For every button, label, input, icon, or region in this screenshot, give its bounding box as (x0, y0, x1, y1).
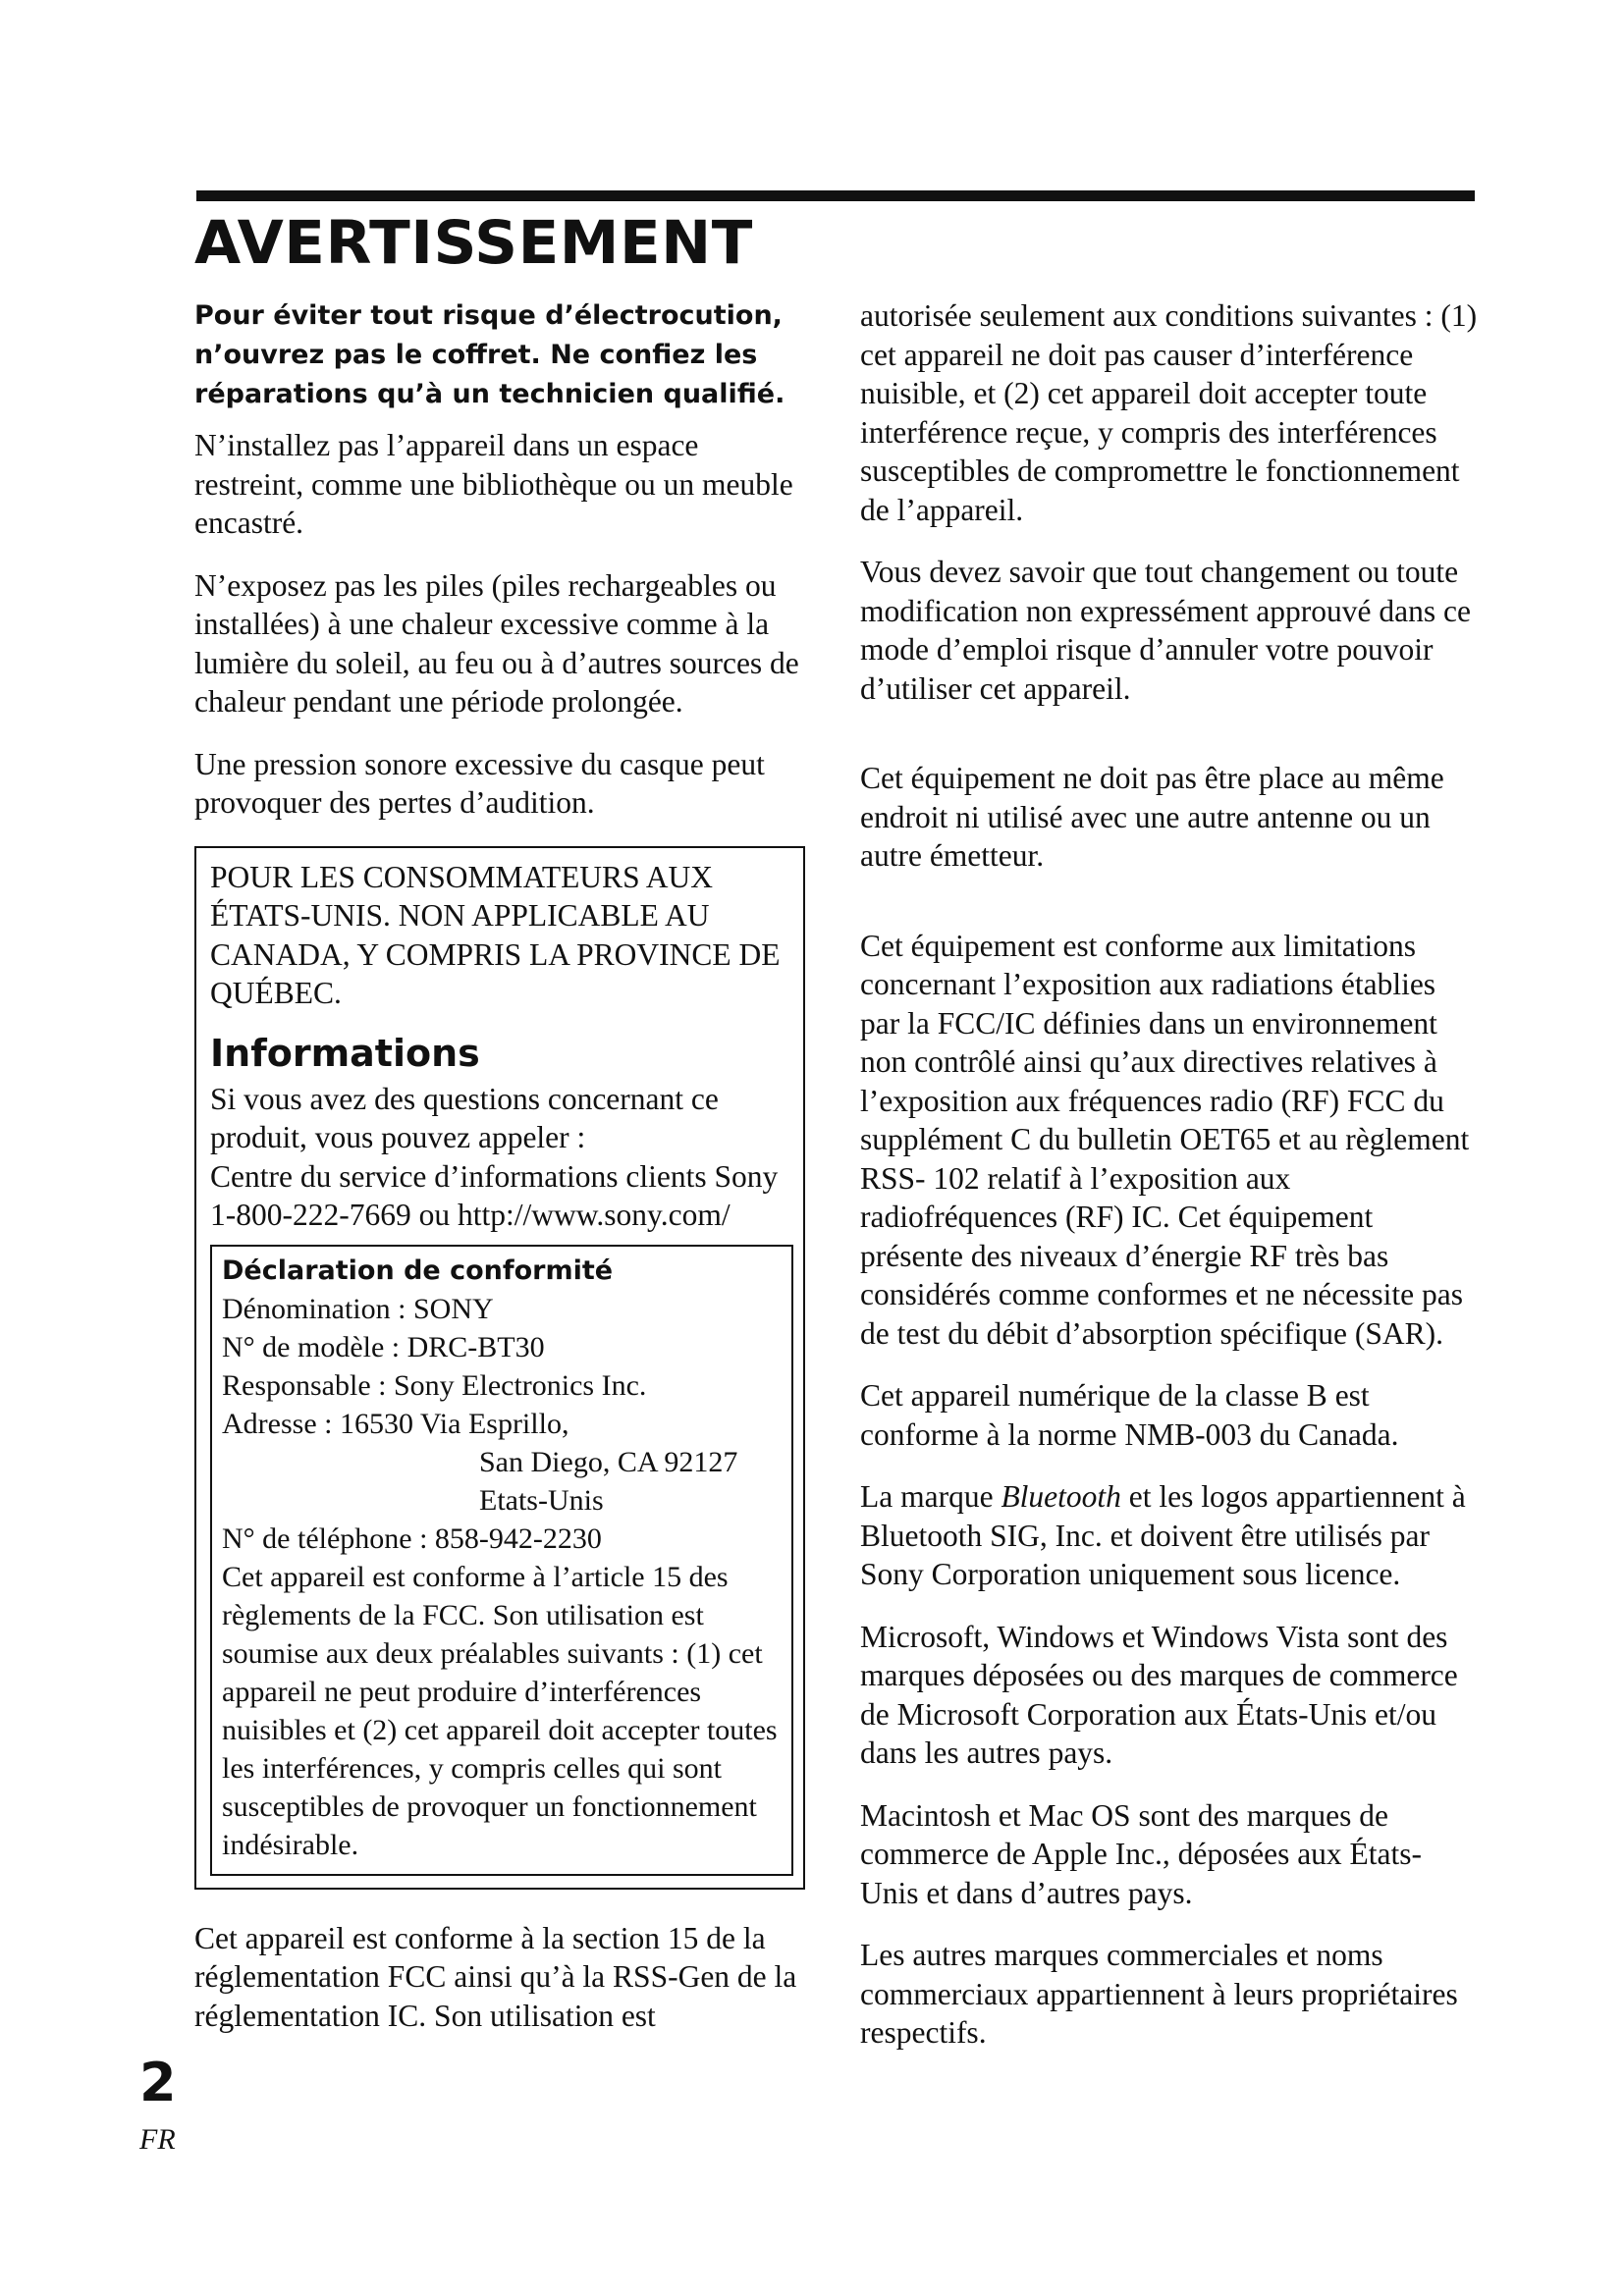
bluetooth-suffix: et les logos appartiennent à Bluetooth SIG, Inc. et doivent être utilisés par Sony Corporation uniquement sous licence. (860, 1479, 1466, 1591)
page-number: 2 (139, 2052, 177, 2113)
colocation-paragraph: Cet équipement ne doit pas être place au même endroit ni utilisé avec une autre antenne ou un autre émetteur. (860, 761, 1444, 873)
hearing-paragraph: Une pression sonore excessive du casque peut provoquer des pertes d’audition. (194, 746, 765, 820)
consumers-notice: POUR LES CONSOMMATEURS AUX ÉTATS-UNIS. NON APPLICABLE AU CANADA, Y COMPRIS LA PROVINCE DE QUÉBEC. (210, 859, 781, 1010)
declaration-heading: Déclaration de conformité (222, 1255, 614, 1286)
trademarks-paragraph: Les autres marques commerciales et noms commerciaux appartiennent à leurs propriétaires respectifs. (860, 1938, 1458, 2050)
microsoft-paragraph: Microsoft, Windows et Windows Vista sont des marques déposées ou des marques de commerce de Microsoft Corporation aux États-Unis et/ou dans les autres pays. (860, 1619, 1458, 1770)
informations-heading: Informations (210, 1031, 480, 1075)
responsible-line: Responsable : Sony Electronics Inc. (222, 1368, 647, 1402)
bluetooth-word: Bluetooth (1001, 1479, 1121, 1514)
class-b-paragraph: Cet appareil numérique de la classe B est conforme à la norme NMB-003 du Canada. (860, 1378, 1399, 1452)
radiation-paragraph: Cet équipement est conforme aux limitations concernant l’exposition aux radiations établies par la FCC/IC définies dans un environnement non contrôlé ainsi qu’aux directives relatives à l’exposition aux fréquences radio (RF) FCC du supplément C du bulletin OET65 et au règlement RSS- 102 relatif à l’exposition aux radiofréquences (RF) IC. Cet équipement présente des niveaux d’énergie RF très bas considérés comme conformes et ne nécessite pas de test du débit d’absorption spécifique (SAR). (860, 928, 1470, 1351)
right-column (860, 296, 1479, 2076)
address-line: Adresse : 16530 Via Esprillo, (222, 1407, 569, 1440)
denomination-line: Dénomination : SONY (222, 1292, 494, 1325)
language-code: FR (139, 2123, 176, 2156)
us-consumers-box (194, 846, 805, 1890)
service-center-line: Centre du service d’informations clients Sony 1-800-222-7669 ou http://www.sony.com/ (210, 1158, 779, 1232)
conditions-paragraph: autorisée seulement aux conditions suivantes : (1) cet appareil ne doit pas causer d’interférence nuisible, et (2) cet appareil doit accepter toute interférence reçue, y compris des interférences susceptibles de compromettre le fonctionnement de l’appareil. (860, 298, 1478, 527)
questions-line: Si vous avez des questions concernant ce produit, vous pouvez appeler : (210, 1081, 719, 1154)
model-line: N° de modèle : DRC-BT30 (222, 1330, 545, 1363)
shock-warning: Pour éviter tout risque d’électrocution, n’ouvrez pas le coffret. Ne confiez les réparations qu’à un technicien qualifié. (194, 300, 785, 409)
fcc-compliance-text: Cet appareil est conforme à l’article 15 des règlements de la FCC. Son utilisation est soumise aux deux préalables suivants : (1) cet appareil ne peut produire d’interférences nuisibles et (2) cet appareil doit accepter toutes les interférences, y compris celles qui sont susceptibles de provoquer un fonctionnement indésirable. (222, 1560, 778, 1861)
address-country: Etats-Unis (479, 1483, 604, 1517)
bluetooth-prefix: La marque (860, 1479, 1001, 1514)
bluetooth-paragraph (860, 1477, 1479, 1594)
apple-paragraph: Macintosh et Mac OS sont des marques de commerce de Apple Inc., déposées aux États-Unis et dans d’autres pays. (860, 1797, 1423, 1910)
address-city: San Diego, CA 92127 (479, 1445, 738, 1478)
modification-paragraph: Vous devez savoir que tout changement ou toute modification non expressément approuvé dans ce mode d’emploi risque d’annuler votre pouvoir d’utiliser cet appareil. (860, 555, 1471, 706)
fcc-section-paragraph: Cet appareil est conforme à la section 15 de la réglementation FCC ainsi qu’à la RSS-Gen de la réglementation IC. Son utilisation est (194, 1920, 797, 2033)
installation-paragraph: N’installez pas l’appareil dans un espace restreint, comme une bibliothèque ou un meuble encastré. (194, 428, 793, 540)
phone-line: N° de téléphone : 858-942-2230 (222, 1522, 602, 1555)
title-rule (196, 190, 1475, 201)
battery-paragraph: N’exposez pas les piles (piles rechargeables ou installées) à une chaleur excessive comme à la lumière du soleil, au feu ou à d’autres sources de chaleur pendant une période prolongée. (194, 567, 799, 719)
declaration-box (210, 1245, 793, 1876)
page-title: AVERTISSEMENT (194, 208, 753, 278)
left-column (194, 296, 805, 2058)
